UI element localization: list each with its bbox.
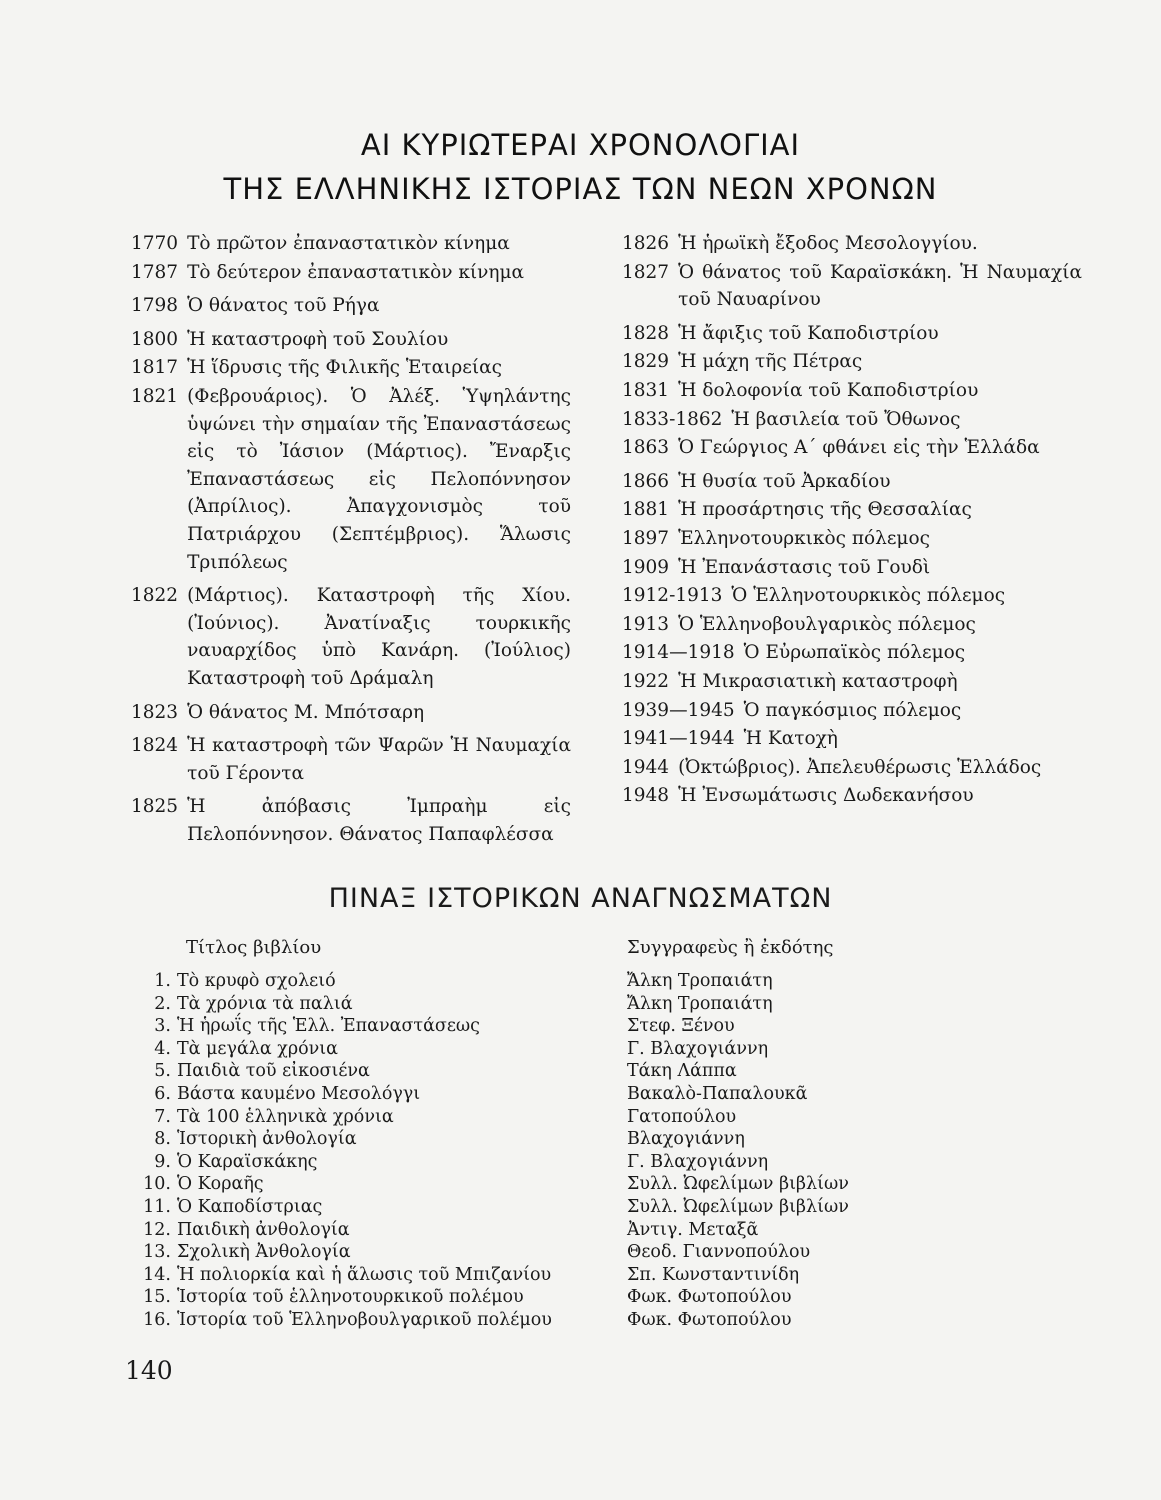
chronology-entry [622,320,1082,348]
book-title: Ἱστορικὴ ἀνθολογία [177,1129,357,1150]
book-author: Ἄλκη Τροπαιάτη [627,971,773,991]
book-author: Φωκ. Φωτοπούλου [627,1309,792,1330]
chronology-year: 1914—1918 [622,642,735,664]
chronology-year: 1829 [622,351,670,373]
chronology-year: 1828 [622,322,670,344]
chronology-text: Ἡ καταστροφὴ τοῦ Σουλίου [187,328,449,350]
chronology-entry [622,639,1082,667]
chronology-year: 1833-1862 [622,408,723,430]
chronology-entry [622,468,1082,496]
reading-list-item [127,1038,1127,1061]
reading-list-item [127,1219,1127,1242]
item-number: 9. [154,1151,171,1172]
chronology-entry [131,582,571,692]
chronology-text: Ἡ Ἐπανάστασις τοῦ Γουδὶ [678,556,931,578]
item-number: 4. [154,1038,171,1059]
reading-list-item [127,1241,1127,1264]
chronology-entry [622,754,1082,782]
book-title: Παιδικὴ ἀνθολογία [177,1219,350,1240]
reading-list-item [127,1106,1127,1129]
item-number: 7. [154,1106,171,1127]
book-title: Τὰ μεγάλα χρόνια [177,1038,338,1059]
reading-list-item [127,1083,1127,1106]
chronology-year: 1824 [131,735,179,757]
chronology-entry [131,259,571,287]
item-number: 14. [143,1264,171,1285]
chronology-entry [622,525,1082,553]
chronology-left-column [131,230,571,849]
chronology-text: Ὁ Εὐρωπαϊκὸς πόλεμος [743,642,966,664]
reading-list-item [127,1015,1127,1038]
chronology-year: 1770 [131,233,179,254]
chronology-text: Ὁ Ἑλληνοτουρκικὸς πόλεμος [731,585,1006,607]
item-number: 2. [154,993,171,1014]
book-author: Στεφ. Ξένου [627,1016,735,1037]
chronology-entry [131,292,571,320]
chronology-year: 1948 [622,785,670,807]
chronology-year: 1866 [622,470,670,492]
chronology-text: Ὁ Γεώργιος Α΄ φθάνει εἰς τὴν Ἑλλάδα [678,437,1040,459]
chronology-text: Ἡ Κατοχὴ [743,728,838,750]
page-number: 140 [125,1356,173,1385]
chronology-entry [131,383,571,576]
reading-list-item [127,1264,1127,1287]
reading-list-item [127,1173,1127,1196]
book-title: Ἱστορία τοῦ Ἑλληνοβουλγαρικοῦ πολέμου [177,1309,552,1330]
chronology-year: 1909 [622,556,670,578]
chronology-entry [622,348,1082,376]
item-number: 13. [143,1242,171,1263]
book-title: Τὰ 100 ἑλληνικὰ χρόνια [177,1106,394,1127]
chronology-year: 1897 [622,527,670,549]
chronology-entry [131,732,571,787]
chronology-year: 1798 [131,295,179,317]
chronology-text: (Ὀκτώβριος). Ἀπελευθέρωσις Ἑλλάδος [678,756,1042,778]
chronology-text: Ἡ Ἐνσωμάτωσις Δωδεκανήσου [678,785,974,807]
book-title: Σχολικὴ Ἀνθολογία [177,1242,351,1263]
chronology-entry [622,434,1082,462]
book-title: Τὸ κρυφὸ σχολειό [177,971,336,991]
chronology-entry [622,230,1082,258]
chronology-text: Ἡ δολοφονία τοῦ Καποδιστρίου [678,379,979,401]
item-number: 1. [154,971,171,991]
chronology-text: Ἡ βασιλεία τοῦ Ὄθωνος [731,408,961,430]
chronology-entry [622,406,1082,434]
chronology-year: 1912-1913 [622,585,723,607]
book-title: Ἡ πολιορκία καὶ ἡ ἅλωσις τοῦ Μπιζανίου [177,1264,552,1285]
item-number: 5. [154,1061,171,1082]
page-title-line2: ΤΗΣ ΕΛΛΗΝΙΚΗΣ ΙΣΤΟΡΙΑΣ ΤΩΝ ΝΕΩΝ ΧΡΟΝΩΝ [223,172,938,206]
chronology-text: Ἡ καταστροφὴ τῶν Ψαρῶν Ἡ Ναυμαχία τοῦ Γέροντα [187,735,571,784]
item-number: 15. [143,1287,171,1308]
chronology-year: 1913 [622,613,670,635]
chronology-year: 1831 [622,379,670,401]
book-author: Φωκ. Φωτοπούλου [627,1287,792,1308]
item-number: 8. [154,1129,171,1150]
chronology-year: 1827 [622,261,670,283]
item-number: 10. [143,1174,171,1195]
book-title: Ἱστορία τοῦ ἑλληνοτουρκικοῦ πολέμου [177,1287,524,1308]
chronology-entry [131,699,571,727]
book-author: Ἀντιγ. Μεταξᾶ [627,1219,759,1240]
chronology-text: Ἑλληνοτουρκικὸς πόλεμος [678,527,930,549]
chronology-text: Ἡ ἵδρυσις τῆς Φιλικῆς Ἑταιρείας [187,357,502,379]
book-title: Παιδιὰ τοῦ εἰκοσιένα [177,1061,370,1082]
page-title-line1: ΑΙ ΚΥΡΙΩΤΕΡΑΙ ΧΡΟΝΟΛΟΓΙΑΙ [360,128,801,162]
chronology-text: Ἡ ἄφιξις τοῦ Καποδιστρίου [678,322,939,344]
chronology-year: 1821 [131,385,179,407]
chronology-text: Ὁ θάνατος Μ. Μπότσαρη [187,701,425,723]
chronology-right-column [622,230,1082,811]
item-number: 12. [143,1219,171,1240]
reading-list-item [127,993,1127,1016]
chronology-text: (Μάρτιος). Καταστροφὴ τῆς Χίου. (Ἰούνιος). Ἀνατίναξις τουρκικῆς ναυαρχίδος ὑπὸ Κανάρη. (Ἰούλιος) Καταστροφὴ τοῦ Δράμαλη [187,585,571,689]
book-title: Ὁ Καραϊσκάκης [177,1151,318,1172]
reading-list [127,970,1127,1332]
chronology-text: Ὁ παγκόσμιος πόλεμος [743,699,962,721]
chronology-year: 1826 [622,233,670,254]
item-number: 6. [154,1083,171,1104]
reading-list-item [127,1309,1127,1332]
chronology-text: Ἡ Μικρασιατικὴ καταστροφὴ [678,670,958,692]
reading-list-item [127,1286,1127,1309]
book-title: Ὁ Καποδίστριας [177,1196,323,1217]
book-author: Γ. Βλαχογιάννη [627,1151,769,1172]
book-author: Γ. Βλαχογιάννη [627,1038,769,1059]
column-header-author: Συγγραφεὺς ἢ ἐκδότης [627,937,834,958]
chronology-year: 1823 [131,701,179,723]
reading-list-item [127,1151,1127,1174]
chronology-text: Ἡ θυσία τοῦ Ἀρκαδίου [678,470,891,492]
chronology-text: Ἡ ἡρωϊκὴ ἔξοδος Μεσολογγίου. [678,233,978,254]
book-author: Θεοδ. Γιαννοπούλου [627,1242,811,1263]
chronology-entry [622,259,1082,314]
reading-list-item [127,1128,1127,1151]
chronology-entry [622,496,1082,524]
chronology-year: 1922 [622,670,670,692]
reading-list-item [127,1196,1127,1219]
book-author: Συλλ. Ὠφελίμων βιβλίων [627,1196,849,1217]
column-header-book-title: Τίτλος βιβλίου [186,937,322,958]
item-number: 16. [143,1309,171,1330]
book-title: Τὰ χρόνια τὰ παλιά [177,993,353,1014]
chronology-entry [622,611,1082,639]
chronology-entry [622,582,1082,610]
chronology-text: Ὁ θάνατος τοῦ Καραϊσκάκη. Ἡ Ναυμαχία τοῦ Ναυαρίνου [678,261,1082,311]
book-author: Τάκη Λάππα [627,1061,737,1082]
book-author: Βακαλὸ-Παπαλουκᾶ [627,1083,808,1104]
chronology-entry [622,668,1082,696]
chronology-year: 1822 [131,585,179,607]
chronology-entry [622,782,1082,810]
chronology-text: Ἡ ἀπόβασις Ἰμπραὴμ εἰς Πελοπόννησον. Θάνατος Παπαφλέσσα [187,796,571,845]
chronology-text: Ἡ προσάρτησις τῆς Θεσσαλίας [678,499,972,521]
chronology-year: 1881 [622,499,670,521]
chronology-entry [131,326,571,354]
reading-list-title: ΠΙΝΑΞ ΙΣΤΟΡΙΚΩΝ ΑΝΑΓΝΩΣΜΑΤΩΝ [328,883,833,914]
chronology-year: 1944 [622,756,670,778]
book-title: Βάστα καυμένο Μεσολόγγι [177,1083,421,1104]
chronology-year: 1825 [131,796,179,818]
chronology-text: Ὁ Ἑλληνοβουλγαρικὸς πόλεμος [678,613,976,635]
chronology-text: Ὁ θάνατος τοῦ Ρήγα [187,295,380,317]
chronology-year: 1817 [131,357,179,379]
item-number: 11. [143,1196,171,1217]
chronology-entry [622,554,1082,582]
book-title: Ὁ Κοραῆς [177,1174,264,1195]
reading-list-item [127,1060,1127,1083]
chronology-text: Τὸ δεύτερον ἐπαναστατικὸν κίνημα [187,261,525,283]
chronology-year: 1939—1945 [622,699,735,721]
book-author: Ἄλκη Τροπαιάτη [627,993,773,1014]
chronology-year: 1800 [131,328,179,350]
chronology-entry [622,725,1082,753]
chronology-year: 1863 [622,437,670,459]
chronology-year: 1787 [131,261,179,283]
item-number: 3. [154,1016,171,1037]
book-title: Ἡ ἡρωΐς τῆς Ἑλλ. Ἐπαναστάσεως [177,1016,480,1037]
chronology-text: Τὸ πρῶτον ἐπαναστατικὸν κίνημα [187,233,510,254]
book-author: Γατοπούλου [627,1106,737,1127]
chronology-entry [622,377,1082,405]
chronology-entry [622,697,1082,725]
chronology-entry [131,230,571,258]
chronology-entry [131,354,571,382]
chronology-year: 1941—1944 [622,728,735,750]
book-author: Βλαχογιάννη [627,1129,745,1150]
reading-list-item [127,970,1127,993]
chronology-entry [131,793,571,848]
book-author: Σπ. Κωνσταντινίδη [627,1264,800,1285]
book-author: Συλλ. Ὠφελίμων βιβλίων [627,1174,849,1195]
chronology-text: (Φεβρουάριος). Ὁ Ἀλέξ. Ὑψηλάντης ὑψώνει τὴν σημαίαν τῆς Ἐπαναστάσεως εἰς τὸ Ἰάσιον (Μάρτιος). Ἔναρξις Ἐπαναστάσεως εἰς Πελοπόννησον (Ἀπρίλιος). Ἀπαγχονισμὸς τοῦ Πατριάρχου (Σεπτέμβριος). Ἅλωσις Τριπόλεως [187,385,571,573]
chronology-text: Ἡ μάχη τῆς Πέτρας [678,351,863,373]
